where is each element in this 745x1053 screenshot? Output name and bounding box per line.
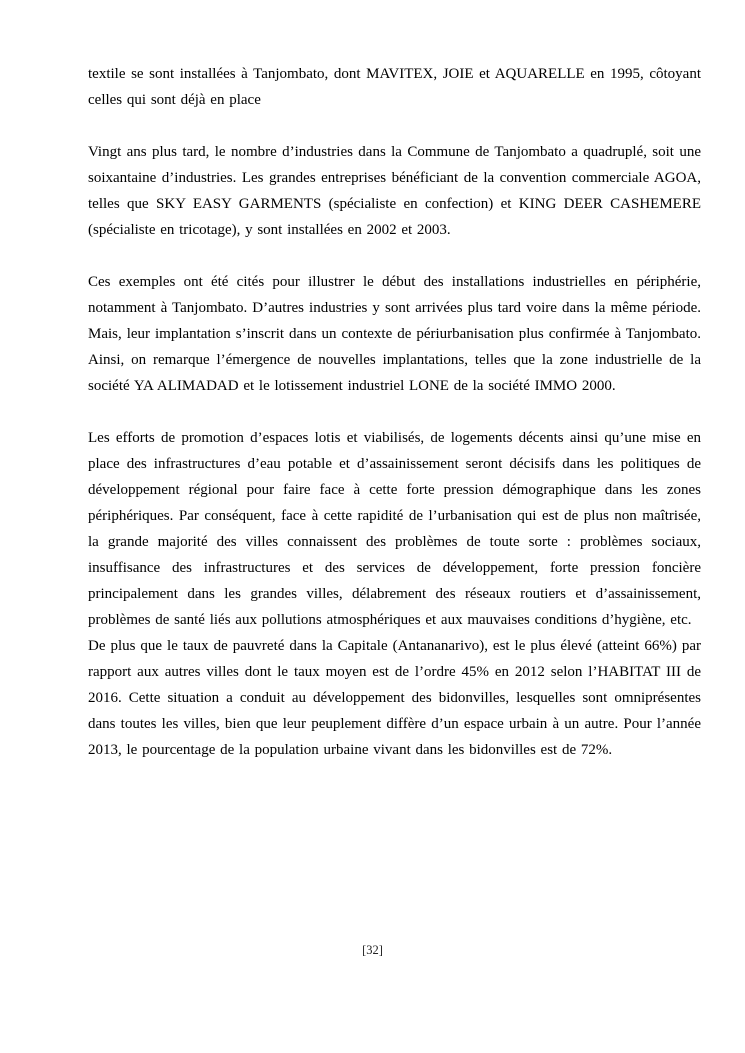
paragraph-ces-exemples: Ces exemples ont été cités pour illustrer le début des installations industrielles en périphérie, notamment à Tanjombato. D’autres industries y sont arrivées plus tard voire dans la même période. Mais, leur implantation s’inscrit dans un contexte de périurbanisation plus confirmée à Tanjombato. Ainsi, on remarque l’émergence de nouvelles implantations, telles que la zone industrielle de la société YA ALIMADAD et le lotissement industriel LONE de la société IMMO 2000. [88, 274, 701, 394]
paragraph-les-efforts-de-promotion: Les efforts de promotion d’espaces lotis et viabilisés, de logements décents ainsi qu’une mise en place des infrastructures d’eau potable et d’assainissement seront décisifs dans les politiques de développement régional pour faire face à cette forte pression démographique dans les zones périphériques. Par conséquent, face à cette rapidité de l’urbanisation qui est de plus non maîtrisée, la grande majorité des villes connaissent des problèmes de toute sorte : problèmes sociaux, insuffisance des infrastructures et des services de développement, forte pression foncière principalement dans les grandes villes, délabrement des réseaux routiers et d’assainissement, problèmes de santé liés aux pollutions atmosphériques et aux mauvaises conditions d’hygiène, etc. [88, 430, 701, 628]
paragraph-taux-de-pauvrete: De plus que le taux de pauvreté dans la Capitale (Antananarivo), est le plus élevé (atteint 66%) par rapport aux autres villes dont le taux moyen est de l’ordre 45% en 2012 selon l’HABITAT III de 2016. Cette situation a conduit au développement des bidonvilles, lesquelles sont omniprésentes dans toutes les villes, bien que leur peuplement diffère d’un espace urbain à un autre. Pour l’année 2013, le pourcentage de la population urbaine vivant dans les bidonvilles est de 72%. [88, 638, 701, 758]
page-content [88, 61, 701, 763]
paragraph-textile-industries: textile se sont installées à Tanjombato, dont MAVITEX, JOIE et AQUARELLE en 1995, côtoyant celles qui sont déjà en place [88, 66, 701, 108]
page-footer [0, 941, 745, 959]
paragraph-vingt-ans-plus-tard: Vingt ans plus tard, le nombre d’industries dans la Commune de Tanjombato a quadruplé, soit une soixantaine d’industries. Les grandes entreprises bénéficiant de la convention commerciale AGOA, telles que SKY EASY GARMENTS (spécialiste en confection) et KING DEER CASHEMERE (spécialiste en tricotage), y sont installées en 2002 et 2003. [88, 144, 701, 238]
page-number: [32] [362, 943, 383, 957]
